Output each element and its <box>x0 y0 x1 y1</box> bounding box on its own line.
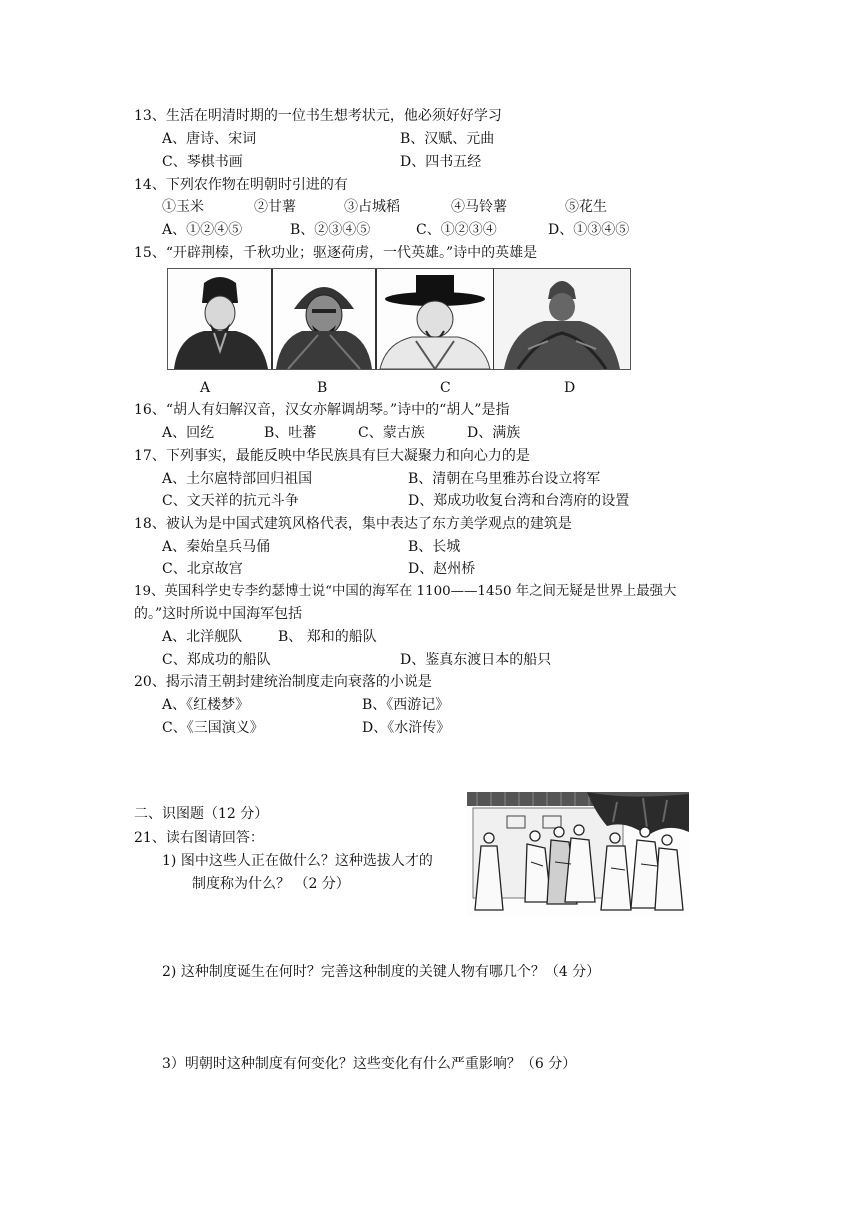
q15-label-b: B <box>317 380 328 396</box>
q14-item-4: ④马铃薯 <box>451 199 507 215</box>
q17-option-a: A、土尔扈特部回归祖国 <box>162 471 313 487</box>
q21-part2: 2) 这种制度诞生在何时？完善这种制度的关键人物有哪几个？（4 分） <box>162 964 601 980</box>
q18-stem: 18、被认为是中国式建筑风格代表，集中表达了东方美学观点的建筑是 <box>134 516 572 532</box>
q14-option-c: C、①②③④ <box>416 222 497 238</box>
q13-option-c: C、琴棋书画 <box>162 154 243 170</box>
portrait-a <box>174 277 268 369</box>
q17-stem: 17、下列事实，最能反映中华民族具有巨大凝聚力和向心力的是 <box>134 448 530 464</box>
q18-option-a: A、秦始皇兵马俑 <box>162 539 271 555</box>
q16-stem: 16、“胡人有妇解汉音，汉女亦解调胡琴。”诗中的“胡人”是指 <box>134 402 510 418</box>
q16-option-b: B、吐蕃 <box>264 425 317 441</box>
q14-option-b: B、②③④⑤ <box>290 222 371 238</box>
q20-option-d: D、《水浒传》 <box>362 720 451 736</box>
q17-option-c: C、文天祥的抗元斗争 <box>162 493 299 509</box>
q19-option-b: B、 郑和的船队 <box>278 629 377 645</box>
q18-option-b: B、长城 <box>408 539 461 555</box>
q14-option-a: A、①②④⑤ <box>162 222 243 238</box>
q21-part3: 3）明朝时这种制度有何变化？这些变化有什么严重影响？（6 分） <box>162 1056 577 1072</box>
q16-option-d: D、满族 <box>467 425 521 441</box>
q17-option-b: B、清朝在乌里雅苏台设立将军 <box>408 471 601 487</box>
q13-stem: 13、生活在明清时期的一位书生想考状元，他必须好好学习 <box>134 108 502 124</box>
q20-option-b: B、《西游记》 <box>362 697 450 713</box>
q13-option-b: B、汉赋、元曲 <box>400 131 495 147</box>
q14-option-d: D、①③④⑤ <box>548 222 630 238</box>
q14-item-2: ②甘薯 <box>254 199 296 215</box>
q16-option-c: C、蒙古族 <box>358 425 425 441</box>
exam-scene-image <box>467 792 689 916</box>
q16-option-a: A、回纥 <box>162 425 215 441</box>
q21-stem: 21、读右图请回答： <box>134 830 264 846</box>
q14-item-5: ⑤花生 <box>565 199 607 215</box>
q20-stem: 20、揭示清王朝封建统治制度走向衰落的小说是 <box>134 674 432 690</box>
q14-stem: 14、下列农作物在明朝时引进的有 <box>134 177 348 193</box>
q20-option-c: C、《三国演义》 <box>162 720 264 736</box>
q21-part1-line2: 制度称为什么？ （2 分） <box>192 876 350 892</box>
section2-heading: 二、识图题（12 分） <box>134 806 269 822</box>
q15-portraits-image <box>167 268 631 370</box>
q18-option-d: D、赵州桥 <box>408 561 476 577</box>
q15-label-d: D <box>564 380 576 396</box>
q17-option-d: D、郑成功收复台湾和台湾府的设置 <box>408 493 630 509</box>
q14-item-1: ①玉米 <box>162 199 204 215</box>
q18-option-c: C、北京故宫 <box>162 561 243 577</box>
q19-option-a: A、北洋舰队 <box>162 629 243 645</box>
portrait-b <box>276 287 372 369</box>
q14-item-3: ③占城稻 <box>344 199 400 215</box>
q19-option-c: C、郑成功的船队 <box>162 652 271 668</box>
q13-option-a: A、唐诗、宋词 <box>162 131 257 147</box>
q19-stem-line2: 的。”这时所说中国海军包括 <box>134 606 303 622</box>
q19-stem-line1: 19、英国科学史专李约瑟博士说“中国的海军在 1100——1450 年之间无疑是世界上最强大 <box>134 584 677 599</box>
q15-label-c: C <box>440 380 451 396</box>
q19-option-d: D、鉴真东渡日本的船只 <box>400 652 552 668</box>
q13-option-d: D、四书五经 <box>400 154 482 170</box>
q15-label-a: A <box>200 380 211 396</box>
q20-option-a: A、《红楼梦》 <box>162 697 250 713</box>
portrait-d <box>494 269 630 369</box>
portrait-c <box>380 275 490 369</box>
q15-stem: 15、“开辟荆榛，千秋功业；驱逐荷虏，一代英雄。”诗中的英雄是 <box>134 245 538 261</box>
q21-part1-line1: 1) 图中这些人正在做什么？这种选拔人才的 <box>162 853 433 869</box>
